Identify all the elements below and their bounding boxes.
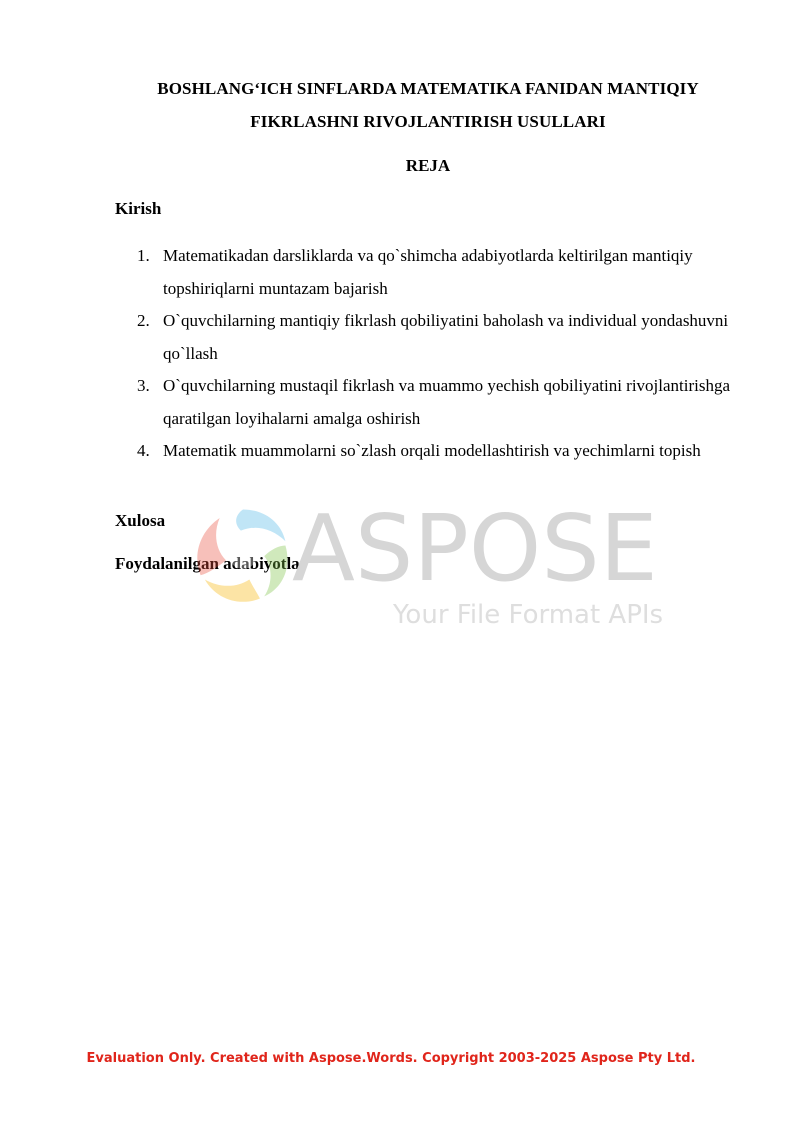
plan-item [115, 240, 735, 305]
plan-item-text: Matematikadan darsliklarda va qo`shimcha adabiyotlarda keltirilgan mantiqiy topshiriqlarni muntazam bajarish [163, 246, 693, 298]
plan-item-number: 2. [137, 311, 150, 330]
intro-heading: Kirish [115, 199, 162, 218]
plan-item-text: O`quvchilarning mustaqil fikrlash va muammo yechish qobiliyatini rivojlantirishga qaratilgan loyihalarni amalga oshirish [163, 376, 731, 428]
plan-item [115, 435, 735, 468]
plan-item-number: 1. [137, 246, 150, 265]
plan-item [115, 305, 735, 370]
plan-item-text: O`quvchilarning mantiqiy fikrlash qobiliyatini baholash va individual yondashuvni qo`llash [163, 311, 729, 363]
plan-list [115, 240, 735, 468]
evaluation-footer-note: Evaluation Only. Created with Aspose.Words. Copyright 2003-2025 Aspose Pty Ltd. [86, 1051, 696, 1066]
watermark-brand-text: ASPOSE [292, 495, 658, 602]
document-title-line-1: BOSHLANG‘ICH SINFLARDA MATEMATIKA FANIDAN MANTIQIY [157, 79, 699, 98]
conclusion-heading: Xulosa [115, 511, 166, 530]
plan-item-text: Matematik muammolarni so`zlash orqali modellashtirish va yechimlarni topish [163, 441, 701, 460]
plan-item [115, 370, 735, 435]
document-title-line-2: FIKRLASHNI RIVOJLANTIRISH USULLARI [250, 112, 606, 131]
plan-item-number: 3. [137, 376, 150, 395]
plan-heading: REJA [405, 156, 451, 175]
references-heading: Foydalanilgan adabiyotlar [115, 554, 308, 573]
plan-item-number: 4. [137, 441, 150, 460]
watermark-tagline: Your File Format APIs [393, 600, 664, 630]
